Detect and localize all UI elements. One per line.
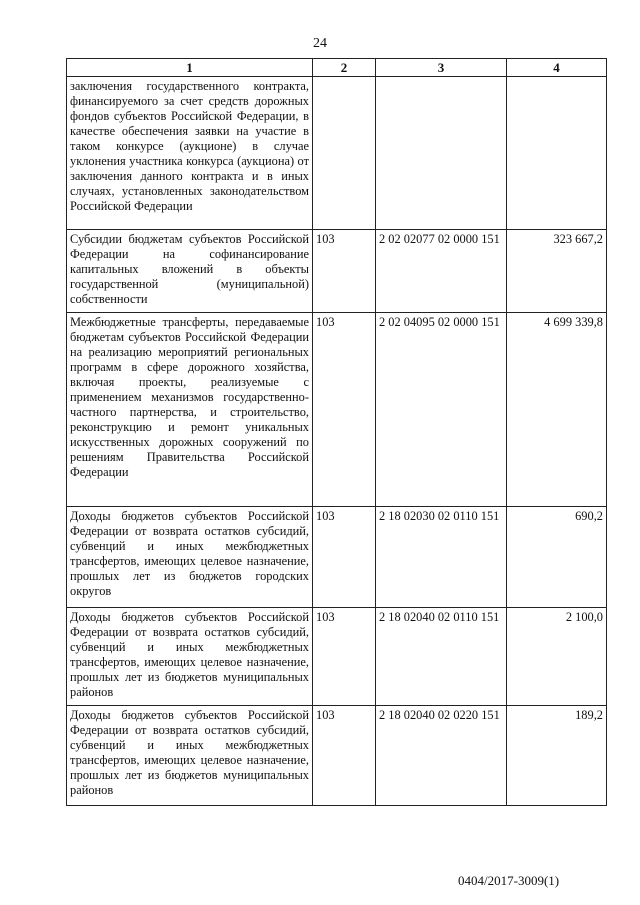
row-amount: 323 667,2 bbox=[507, 230, 607, 313]
document-code: 0404/2017-3009(1) bbox=[458, 873, 560, 888]
row-admin-code bbox=[313, 77, 376, 230]
row-description: Субсидии бюджетам субъектов Российской Федерации на софинансирование капитальных вложений в объекты государственной (муниципальной) собственности bbox=[67, 230, 313, 313]
page-number: 24 bbox=[313, 36, 327, 51]
table-row bbox=[67, 313, 607, 507]
row-budget-code: 2 18 02040 02 0220 151 bbox=[376, 706, 507, 806]
column-header-1: 1 bbox=[67, 59, 313, 77]
table-row bbox=[67, 706, 607, 806]
row-amount: 690,2 bbox=[507, 507, 607, 608]
row-amount: 2 100,0 bbox=[507, 608, 607, 706]
row-admin-code: 103 bbox=[313, 313, 376, 507]
revenue-table bbox=[66, 58, 607, 806]
row-description: Доходы бюджетов субъектов Российской Федерации от возврата остатков субсидий, субвенций и иных межбюджетных трансфертов, имеющих целевое назначение, прошлых лет из бюджетов городских округов bbox=[67, 507, 313, 608]
table-row bbox=[67, 77, 607, 230]
row-description: Межбюджетные трансферты, передаваемые бюджетам субъектов Российской Федерации на реализацию мероприятий региональных программ в сфере дорожного хозяйства, включая проекты, реализуемые с применением механизмов государственно-частного партнерства, и строительство, реконструкцию и ремонт уникальных искусственных дорожных сооружений по решениям Правительства Российской Федерации bbox=[67, 313, 313, 507]
row-budget-code: 2 02 04095 02 0000 151 bbox=[376, 313, 507, 507]
row-budget-code bbox=[376, 77, 507, 230]
table-row bbox=[67, 608, 607, 706]
row-admin-code: 103 bbox=[313, 507, 376, 608]
row-amount bbox=[507, 77, 607, 230]
column-header-4: 4 bbox=[507, 59, 607, 77]
row-amount: 189,2 bbox=[507, 706, 607, 806]
table-row bbox=[67, 507, 607, 608]
row-description: Доходы бюджетов субъектов Российской Федерации от возврата остатков субсидий, субвенций и иных межбюджетных трансфертов, имеющих целевое назначение, прошлых лет из бюджетов муниципальных районов bbox=[67, 706, 313, 806]
row-description: Доходы бюджетов субъектов Российской Федерации от возврата остатков субсидий, субвенций и иных межбюджетных трансфертов, имеющих целевое назначение, прошлых лет из бюджетов муниципальных районов bbox=[67, 608, 313, 706]
row-budget-code: 2 18 02040 02 0110 151 bbox=[376, 608, 507, 706]
column-header-3: 3 bbox=[376, 59, 507, 77]
table-row bbox=[67, 230, 607, 313]
column-header-2: 2 bbox=[313, 59, 376, 77]
row-admin-code: 103 bbox=[313, 608, 376, 706]
row-budget-code: 2 02 02077 02 0000 151 bbox=[376, 230, 507, 313]
row-admin-code: 103 bbox=[313, 230, 376, 313]
row-budget-code: 2 18 02030 02 0110 151 bbox=[376, 507, 507, 608]
table-header-row bbox=[67, 59, 607, 77]
row-admin-code: 103 bbox=[313, 706, 376, 806]
row-amount: 4 699 339,8 bbox=[507, 313, 607, 507]
row-description: заключения государственного контракта, финансируемого за счет средств дорожных фондов субъектов Российской Федерации, в качестве обеспечения заявки на участие в таком конкурсе (аукционе) в случае уклонения участника конкурса (аукциона) от заключения данного контракта и в иных случаях, установленных законодательством Российской Федерации bbox=[67, 77, 313, 230]
